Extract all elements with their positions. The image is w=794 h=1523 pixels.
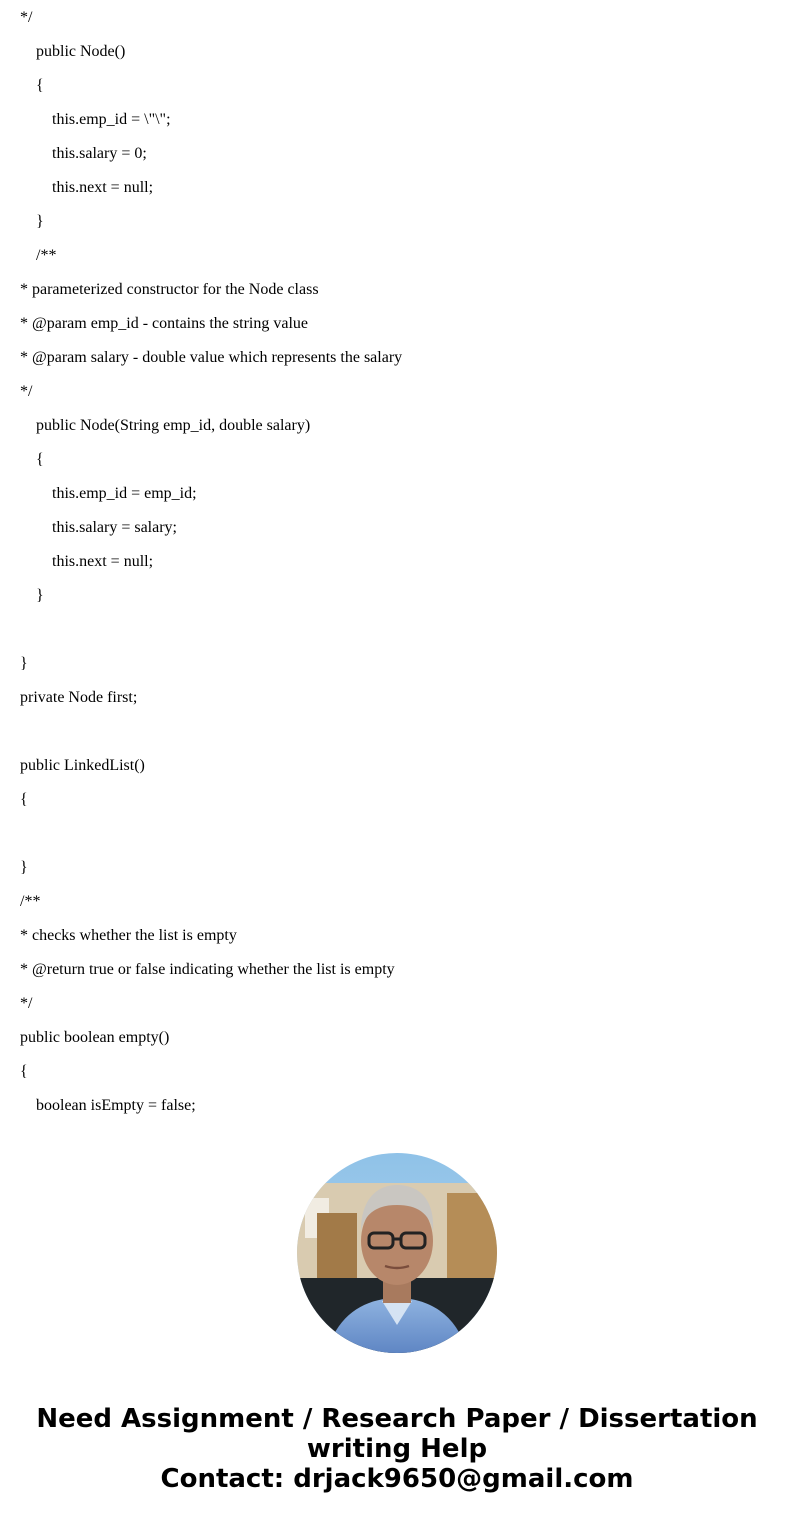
code-line: this.salary = 0; (52, 145, 147, 162)
code-line: private Node first; (20, 689, 138, 706)
promo-line-1: Need Assignment / Research Paper / Dissertation (36, 1404, 758, 1434)
code-line: public LinkedList() (20, 757, 145, 774)
code-line: this.next = null; (52, 179, 154, 196)
code-line: * @return true or false indicating whether the list is empty (20, 961, 395, 978)
code-line: */ (20, 995, 33, 1012)
promo-contact: Contact: drjack9650@gmail.com (160, 1464, 634, 1494)
code-line: public Node(String emp_id, double salary) (36, 417, 311, 434)
code-line: public boolean empty() (20, 1029, 170, 1046)
code-line: this.emp_id = \"\"; (52, 111, 171, 128)
code-line (20, 824, 774, 858)
code-line (20, 620, 774, 654)
code-line: this.salary = salary; (52, 519, 177, 536)
code-line: { (36, 77, 44, 94)
promo-banner (0, 1404, 794, 1494)
avatar (297, 1153, 497, 1353)
code-line: */ (20, 383, 33, 400)
code-line (20, 722, 774, 756)
code-line: this.next = null; (52, 553, 154, 570)
person-photo-icon (297, 1153, 497, 1353)
code-line: * @param emp_id - contains the string value (20, 315, 308, 332)
promo-line-2: writing Help (306, 1434, 488, 1464)
code-line: { (20, 1063, 28, 1080)
code-line: } (20, 655, 28, 672)
code-line: { (20, 791, 28, 808)
code-listing (20, 8, 774, 1130)
code-line: } (36, 587, 44, 604)
code-line: */ (20, 9, 33, 26)
code-line: * checks whether the list is empty (20, 927, 237, 944)
code-line: } (36, 213, 44, 230)
code-line: } (20, 859, 28, 876)
code-line: { (36, 451, 44, 468)
code-line: /** (20, 893, 41, 910)
code-line: * @param salary - double value which represents the salary (20, 349, 403, 366)
code-line: public Node() (36, 43, 126, 60)
code-line: /** (36, 247, 57, 264)
code-line: boolean isEmpty = false; (36, 1097, 196, 1114)
code-line: * parameterized constructor for the Node class (20, 281, 319, 298)
code-line: this.emp_id = emp_id; (52, 485, 197, 502)
